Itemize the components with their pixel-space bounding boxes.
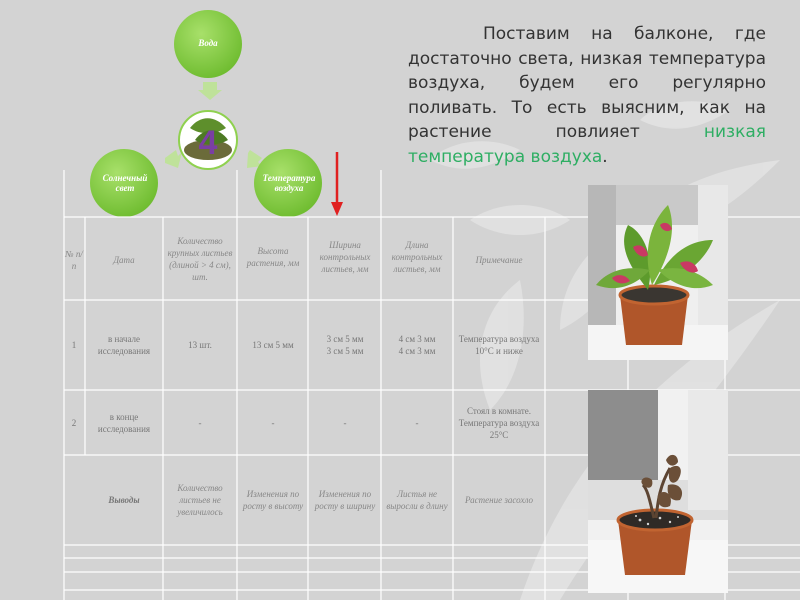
row2-date: в конце исследования (97, 412, 151, 434)
description-highlight: низкая температура воздуха (408, 122, 766, 167)
header-width: Ширина контрольных листьев, мм (319, 240, 371, 274)
header-note: Примечание (475, 255, 523, 265)
row2-num: 2 (71, 418, 77, 428)
red-arrow-icon (329, 152, 345, 218)
row1-length: 4 см 3 мм 4 см 3 мм (398, 334, 436, 356)
header-num: № п/п (65, 249, 83, 271)
row1-count: 13 шт. (188, 340, 212, 350)
description-text: Поставим на балконе, где достаточно света, низкая температура воздуха, будем его регулярно поливать. То есть выясним, как на растение повлияет (408, 24, 766, 142)
row1-num: 1 (71, 340, 77, 350)
photo-plant-end (588, 390, 728, 593)
description-end: . (602, 146, 608, 167)
node-water-label: Вода (198, 38, 218, 48)
row1-date: в начале исследования (97, 334, 151, 356)
node-sunlight-label: Солнечный свет (102, 173, 148, 193)
row2-width: - (343, 418, 347, 428)
header-date: Дата (113, 255, 135, 265)
conclusions-length: Листья не выросли в длину (386, 489, 448, 511)
conclusions-width: Изменения по росту в ширину (314, 489, 376, 511)
conclusions-note: Растение засохло (465, 495, 533, 505)
header-height: Высота растения, мм (246, 246, 300, 268)
conclusions-count: Количество листьев не увеличилось (177, 483, 223, 517)
photo-plant-start (588, 185, 728, 360)
header-count: Количество крупных листьев (длиной > 4 см), шт. (167, 236, 233, 282)
row1-note: Температура воздуха 10°С и ниже (458, 334, 540, 356)
conclusions-height: Изменения по росту в высоту (242, 489, 304, 511)
row1-width: 3 см 5 мм 3 см 5 мм (326, 334, 364, 356)
header-length: Длина контрольных листьев, мм (391, 240, 443, 274)
row1-height: 13 см 5 мм (252, 340, 294, 350)
row2-height: - (271, 418, 275, 428)
node-temperature-label: Температура воздуха (262, 173, 316, 193)
step-number: 4 (198, 124, 218, 162)
row2-count: - (198, 418, 202, 428)
row2-note: Стоял в комнате. Температура воздуха 25°С (458, 406, 540, 440)
conclusions-label: Выводы (108, 495, 140, 505)
row2-length: - (415, 418, 419, 428)
